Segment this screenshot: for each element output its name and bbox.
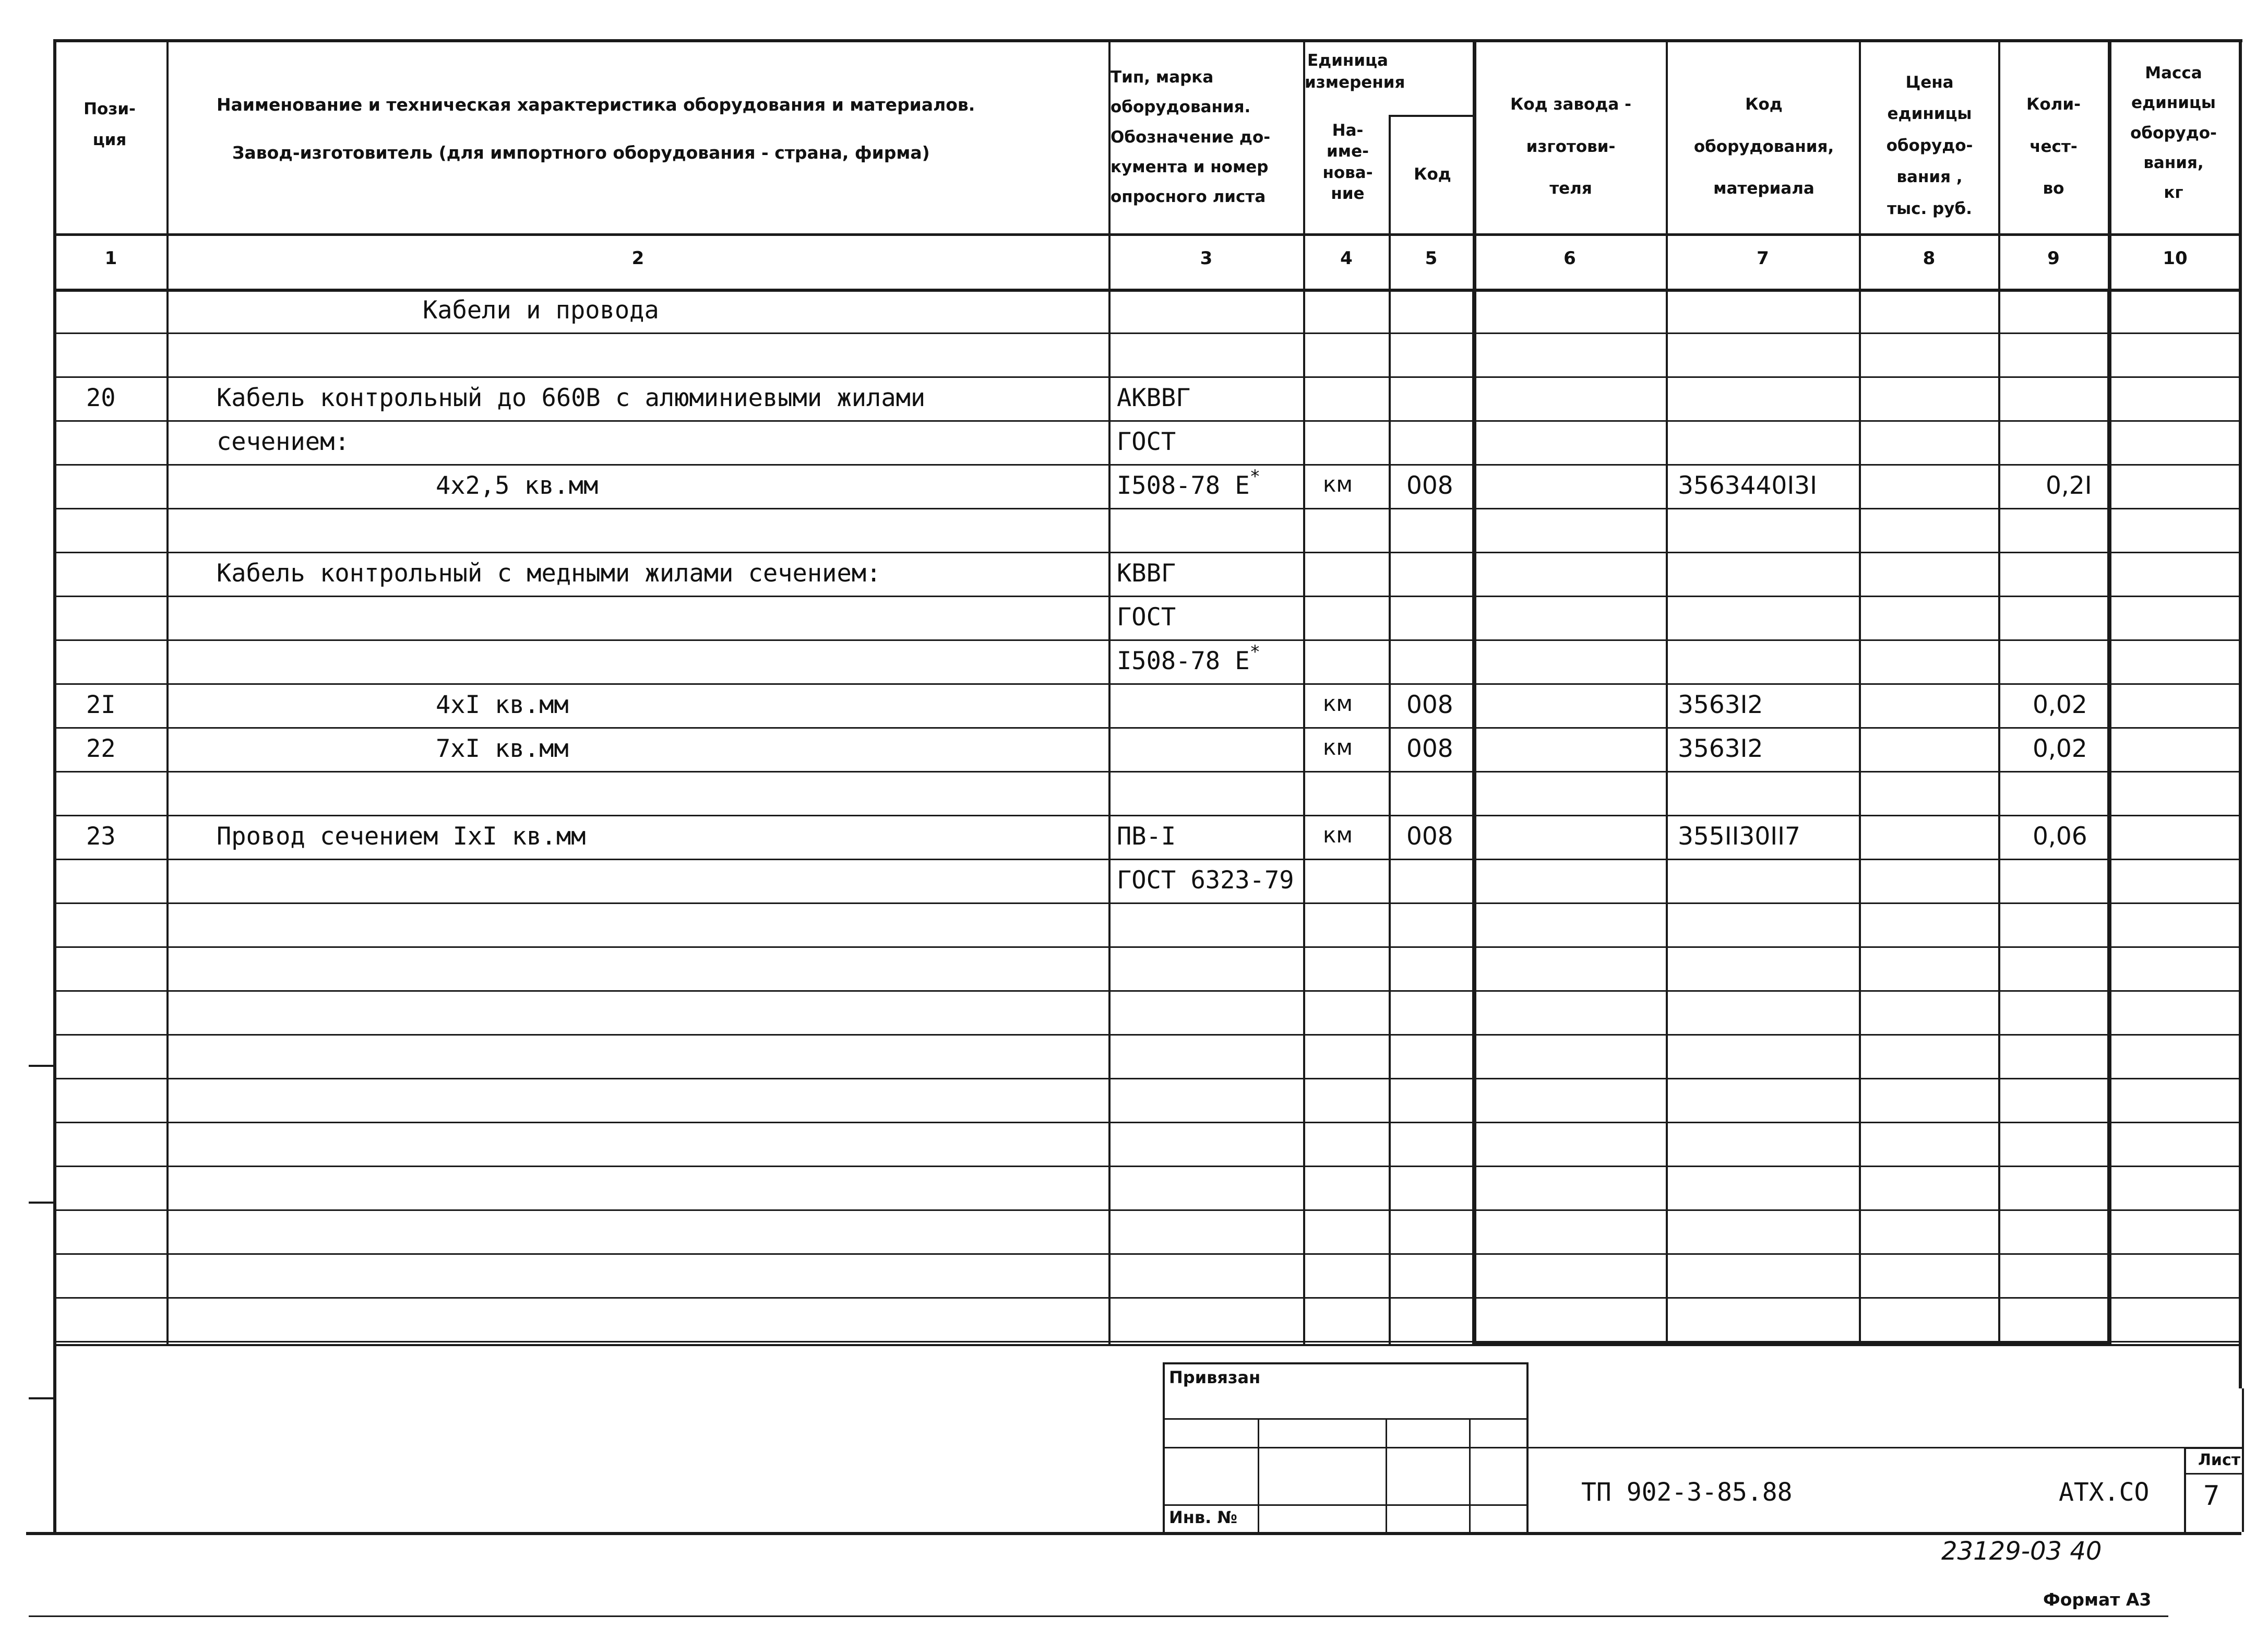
column-number-3: 3 — [1200, 248, 1213, 269]
grid-line — [2184, 1447, 2186, 1532]
grid-line — [2239, 39, 2242, 1388]
row-unit: км — [1323, 734, 1353, 760]
grid-line — [1859, 39, 1861, 1344]
row-unit-code: 008 — [1406, 822, 1453, 851]
grid-line — [1386, 1418, 1387, 1532]
row-position: 23 — [86, 822, 116, 851]
grid-line — [1472, 289, 1476, 1344]
asterisk-mark: * — [1249, 466, 1261, 487]
stamp-bound-label: Привязан — [1169, 1368, 1261, 1387]
column-number-10: 10 — [2163, 248, 2188, 269]
column-number-1: 1 — [104, 248, 117, 269]
column-number-5: 5 — [1425, 248, 1438, 269]
grid-line — [55, 1297, 2242, 1299]
grid-line — [55, 1253, 2242, 1255]
grid-line — [29, 1202, 56, 1204]
grid-line — [55, 727, 2242, 729]
row-name: Кабель контрольный до 660В с алюминиевыми жилами — [217, 384, 926, 412]
handwritten-number: 23129-03 40 — [1941, 1537, 2102, 1566]
grid-line — [26, 1532, 2241, 1535]
grid-line — [55, 1078, 2242, 1079]
grid-line — [55, 859, 2242, 860]
header-unit-name: На- име- нова- ние — [1322, 121, 1373, 203]
row-type: ГОСТ — [1117, 603, 1176, 632]
row-name: сечением: — [217, 427, 350, 456]
grid-line — [55, 289, 2242, 292]
grid-line — [55, 1122, 2242, 1123]
sheet-number: 7 — [2203, 1480, 2220, 1512]
grid-line — [55, 376, 2242, 378]
grid-line — [55, 1341, 2242, 1342]
grid-line — [55, 596, 2242, 597]
header-type: Тип, марка оборудования. Обозначение до- кумента и номер опросного листа — [1111, 68, 1271, 207]
grid-line — [1526, 1447, 2205, 1448]
header-quantity: Коли- чест- во — [2026, 95, 2081, 198]
sheet-label: Лист — [2198, 1451, 2241, 1469]
row-name: Кабели и провода — [423, 296, 659, 325]
row-position: 22 — [86, 734, 116, 763]
row-type: I508-78 Е* — [1117, 641, 1261, 675]
row-equipment-code: 3563I2 — [1678, 734, 1763, 763]
grid-line — [55, 552, 2242, 553]
header-name-line2: Завод-изготовитель (для импортного оборудования - страна, фирма) — [232, 142, 930, 163]
column-number-6: 6 — [1563, 248, 1576, 269]
grid-line — [55, 639, 2242, 641]
column-number-4: 4 — [1340, 248, 1353, 269]
grid-line — [53, 39, 2242, 42]
grid-line — [1258, 1418, 1259, 1532]
grid-line — [55, 464, 2242, 466]
row-position: 20 — [86, 384, 116, 412]
format-label: Формат А3 — [2043, 1589, 2152, 1610]
grid-line — [166, 39, 169, 1344]
row-quantity: 0,02 — [2033, 734, 2087, 763]
grid-line — [1389, 115, 1391, 1344]
column-number-9: 9 — [2047, 248, 2060, 269]
row-name: Кабель контрольный с медными жилами сечением: — [217, 559, 881, 588]
row-unit: км — [1323, 471, 1353, 497]
row-quantity: 0,02 — [2033, 691, 2087, 719]
row-quantity: 0,2I — [2046, 471, 2092, 500]
grid-line — [55, 508, 2242, 509]
header-name-line1: Наименование и техническая характеристика оборудования и материалов. — [217, 94, 975, 115]
header-position: Пози- ция — [83, 100, 136, 149]
row-name: 7хI кв.мм — [436, 734, 569, 763]
row-unit-code: 008 — [1406, 471, 1453, 500]
grid-line — [1998, 39, 2000, 1344]
grid-line — [1389, 115, 1474, 117]
grid-line — [2242, 1388, 2244, 1532]
row-equipment-code: 3563I2 — [1678, 691, 1763, 719]
row-unit-code: 008 — [1406, 734, 1453, 763]
grid-line — [55, 332, 2242, 334]
grid-line — [1108, 39, 1111, 1344]
row-quantity: 0,06 — [2033, 822, 2087, 851]
header-unit-group: Единица измерения — [1305, 51, 1405, 92]
grid-line — [55, 1209, 2242, 1211]
header-unit-code: Код — [1414, 165, 1451, 184]
grid-line — [55, 1344, 2242, 1346]
grid-line — [1469, 1418, 1471, 1532]
row-name: Провод сечением IхI кв.мм — [217, 822, 586, 851]
grid-line — [1163, 1418, 1528, 1420]
grid-line — [1163, 1447, 1528, 1448]
row-name: 4х2,5 кв.мм — [436, 471, 599, 500]
row-type: ПВ-I — [1117, 822, 1176, 851]
row-unit: км — [1323, 822, 1353, 848]
header-factory-code: Код завода - изготови- теля — [1510, 95, 1631, 198]
row-name: 4хI кв.мм — [436, 691, 569, 719]
grid-line — [29, 1397, 56, 1399]
grid-line — [55, 990, 2242, 992]
grid-line — [2107, 289, 2111, 1344]
header-price: Цена единицы оборудо- вания , тыс. руб. — [1886, 73, 1973, 218]
column-number-7: 7 — [1757, 248, 1769, 269]
row-unit-code: 008 — [1406, 691, 1453, 719]
row-unit: км — [1323, 691, 1353, 716]
row-type: КВВГ — [1117, 559, 1176, 588]
grid-line — [1666, 39, 1668, 1344]
grid-line — [1163, 1362, 1528, 1364]
grid-line — [55, 1166, 2242, 1167]
row-type: I508-78 Е* — [1117, 466, 1261, 500]
row-equipment-code: 355II30II7 — [1678, 822, 1800, 851]
asterisk-mark: * — [1249, 641, 1261, 662]
grid-line — [29, 1615, 2168, 1617]
grid-line — [55, 946, 2242, 948]
grid-line — [55, 902, 2242, 904]
row-type: ГОСТ 6323-79 — [1117, 866, 1294, 895]
grid-line — [55, 420, 2242, 422]
grid-line — [55, 683, 2242, 685]
column-number-8: 8 — [1923, 248, 1936, 269]
grid-line — [55, 815, 2242, 816]
grid-line — [2184, 1473, 2242, 1475]
header-equipment-code: Код оборудования, материала — [1693, 95, 1834, 198]
grid-line — [2184, 1447, 2242, 1449]
grid-line — [1163, 1504, 1528, 1506]
document-suffix: АТХ.СО — [2059, 1478, 2150, 1507]
grid-line — [55, 233, 2242, 236]
column-number-2: 2 — [631, 248, 644, 269]
row-type: АКВВГ — [1117, 384, 1191, 412]
row-position: 2I — [86, 691, 116, 719]
grid-line — [55, 771, 2242, 773]
row-equipment-code: 3563440I3I — [1678, 471, 1817, 500]
grid-line — [55, 1034, 2242, 1036]
row-type: ГОСТ — [1117, 427, 1176, 456]
header-mass: Масса единицы оборудо- вания, кг — [2130, 64, 2217, 203]
grid-line — [29, 1065, 56, 1067]
grid-line — [1303, 39, 1305, 1344]
document-code: ТП 902-3-85.88 — [1581, 1478, 1793, 1507]
stamp-inv-label: Инв. № — [1169, 1507, 1237, 1527]
